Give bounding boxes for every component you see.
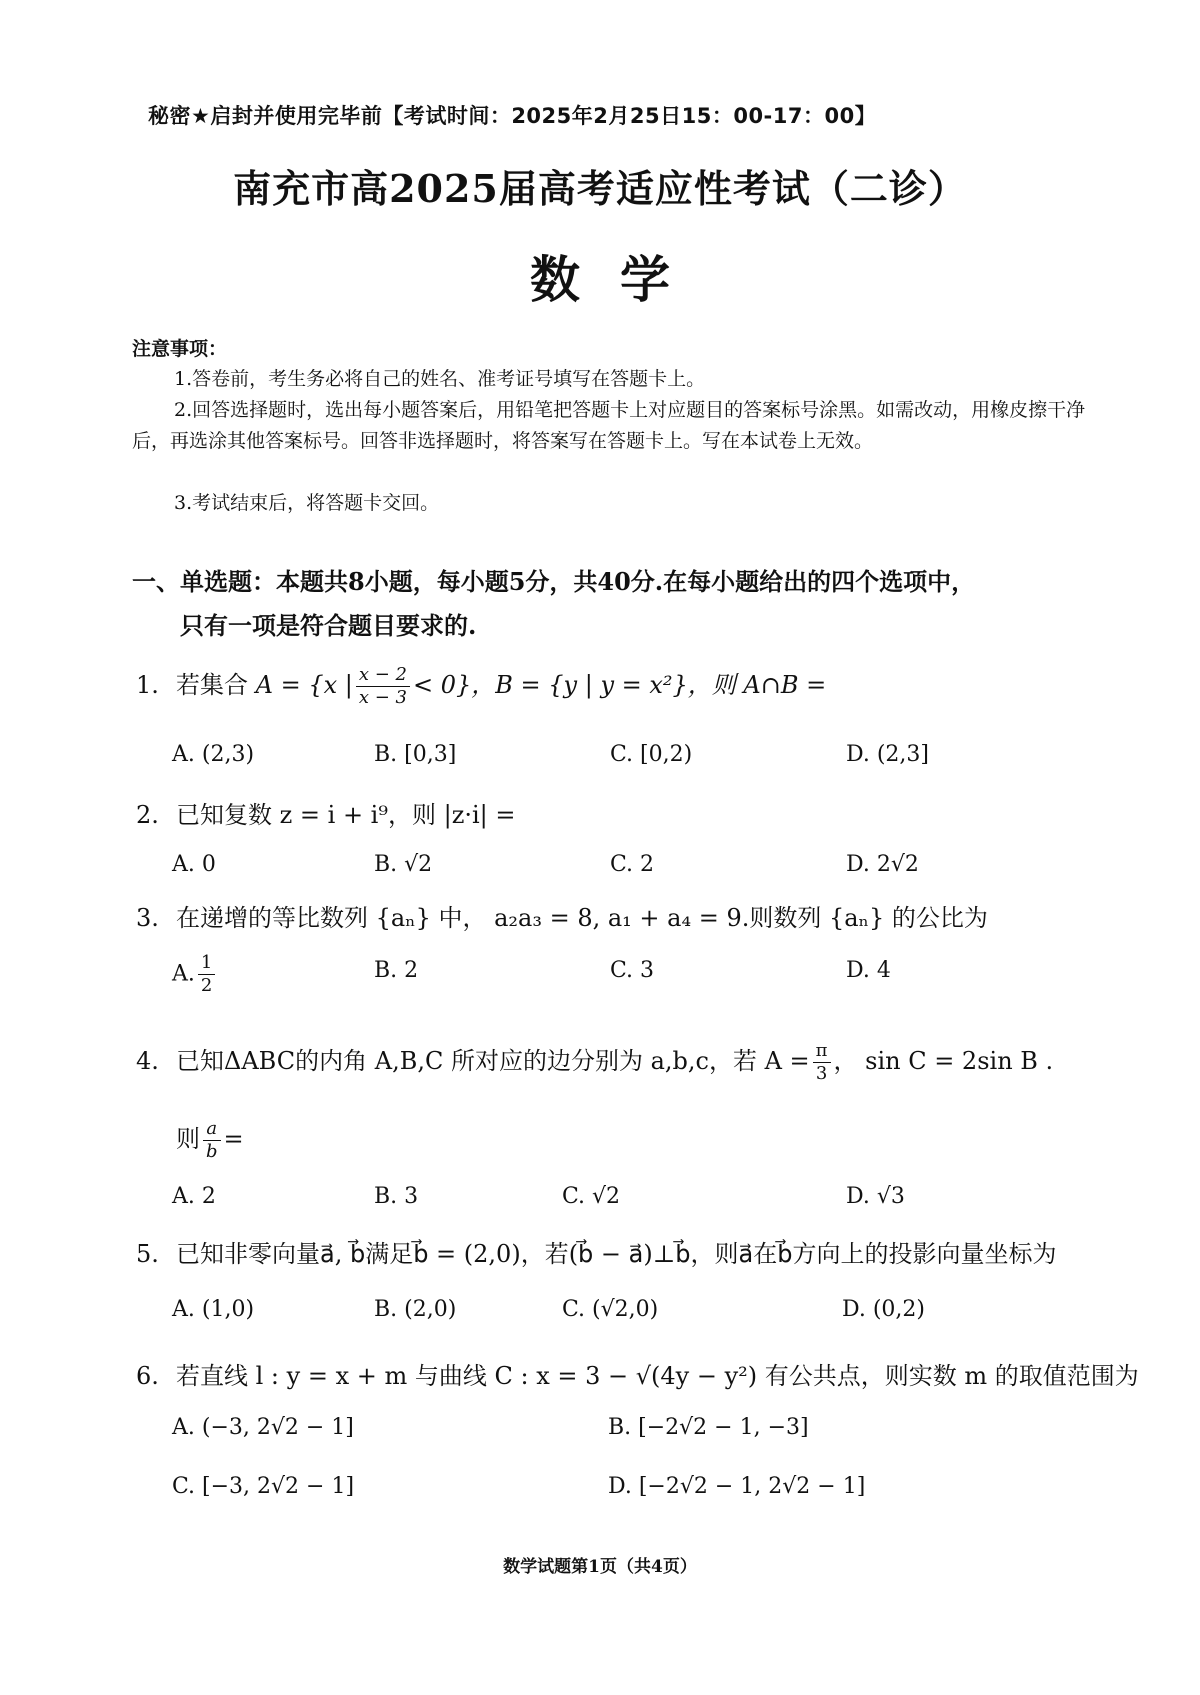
secret-line: 秘密★启封并使用完毕前【考试时间：2025年2月25日15：00-17：00】 bbox=[148, 104, 877, 128]
option-c: C. √2 bbox=[562, 1184, 621, 1209]
option-d: D. 2√2 bbox=[846, 852, 919, 877]
notice-title: 注意事项： bbox=[132, 338, 228, 360]
option-d: D. [−2√2 − 1, 2√2 − 1] bbox=[608, 1474, 866, 1499]
option-a: A. 0 bbox=[172, 852, 216, 877]
option-d: D. (2,3] bbox=[846, 742, 929, 767]
subject-title: 数学 bbox=[530, 251, 710, 309]
option-b: B. √2 bbox=[374, 852, 433, 877]
option-b: B. 2 bbox=[374, 958, 419, 983]
question-1: 1. 若集合 A = {x | $\frac{x - 2}{x - 3}$ < 0}，B = {y | y = x²}，则 A∩B = bbox=[136, 664, 827, 708]
option-c: C. (√2,0) bbox=[562, 1297, 659, 1322]
question-6: 6. 若直线 l : y = x + m 与曲线 C : x = 3 − √(4y − y²) 有公共点，则实数 m 的取值范围为 bbox=[136, 1362, 1139, 1390]
notice-item-3: 3.考试结束后，将答题卡交回。 bbox=[174, 492, 440, 514]
notice-item-1: 1.答卷前，考生务必将自己的姓名、准考证号填写在答题卡上。 bbox=[174, 368, 706, 390]
option-c: C. [0,2) bbox=[610, 742, 693, 767]
option-b: B. [−2√2 − 1, −3] bbox=[608, 1415, 809, 1440]
option-a: A. 2 bbox=[172, 1184, 216, 1209]
option-b: B. 3 bbox=[374, 1184, 419, 1209]
option-a: A. (−3, 2√2 − 1] bbox=[172, 1415, 354, 1440]
option-b: B. [0,3] bbox=[374, 742, 457, 767]
option-d: D. √3 bbox=[846, 1184, 905, 1209]
option-a: A. (1,0) bbox=[172, 1297, 255, 1322]
option-a: A. $\frac{1}{2}$ bbox=[172, 952, 218, 997]
question-4: 4. 已知ΔABC的内角 A,B,C 所对应的边分别为 a,b,c，若 A = $\frac{\pi}{3}$ ， sin C = 2sin B . bbox=[136, 1040, 1054, 1084]
option-c: C. 3 bbox=[610, 958, 655, 983]
option-c: C. [−3, 2√2 − 1] bbox=[172, 1474, 355, 1499]
option-d: D. 4 bbox=[846, 958, 891, 983]
option-c: C. 2 bbox=[610, 852, 655, 877]
exam-title: 南充市高2025届高考适应性考试（二诊） bbox=[233, 166, 967, 211]
page-footer: 数学试题第1页（共4页） bbox=[503, 1557, 697, 1577]
section-heading: 一、单选题：本题共8小题，每小题5分，共40分.在每小题给出的四个选项中， 只有一项是符合题目要求的. bbox=[132, 567, 976, 640]
option-b: B. (2,0) bbox=[374, 1297, 457, 1322]
question-5: 5. 已知非零向量a⃗, b⃗满足b⃗ = (2,0)，若(b⃗ − a⃗)⊥b⃗，则a⃗在b⃗方向上的投影向量坐标为 bbox=[136, 1240, 1057, 1268]
question-4-ask: 则 $\frac{a}{b}$ = bbox=[176, 1118, 244, 1162]
question-3: 3. 在递增的等比数列 {aₙ} 中， a₂a₃ = 8, a₁ + a₄ = 9.则数列 {aₙ} 的公比为 bbox=[136, 904, 988, 932]
notice-item-2: 2.回答选择题时，选出每小题答案后，用铅笔把答题卡上对应题目的答案标号涂黑。如需改动，用橡皮擦干净后，再选涂其他答案标号。回答非选择题时，将答案写在答题卡上。写在本试卷上无效。 bbox=[132, 399, 1086, 452]
option-d: D. (0,2) bbox=[842, 1297, 925, 1322]
option-a: A. (2,3) bbox=[172, 742, 255, 767]
question-2: 2. 已知复数 z = i + i⁹，则 |z·i| = bbox=[136, 801, 516, 829]
